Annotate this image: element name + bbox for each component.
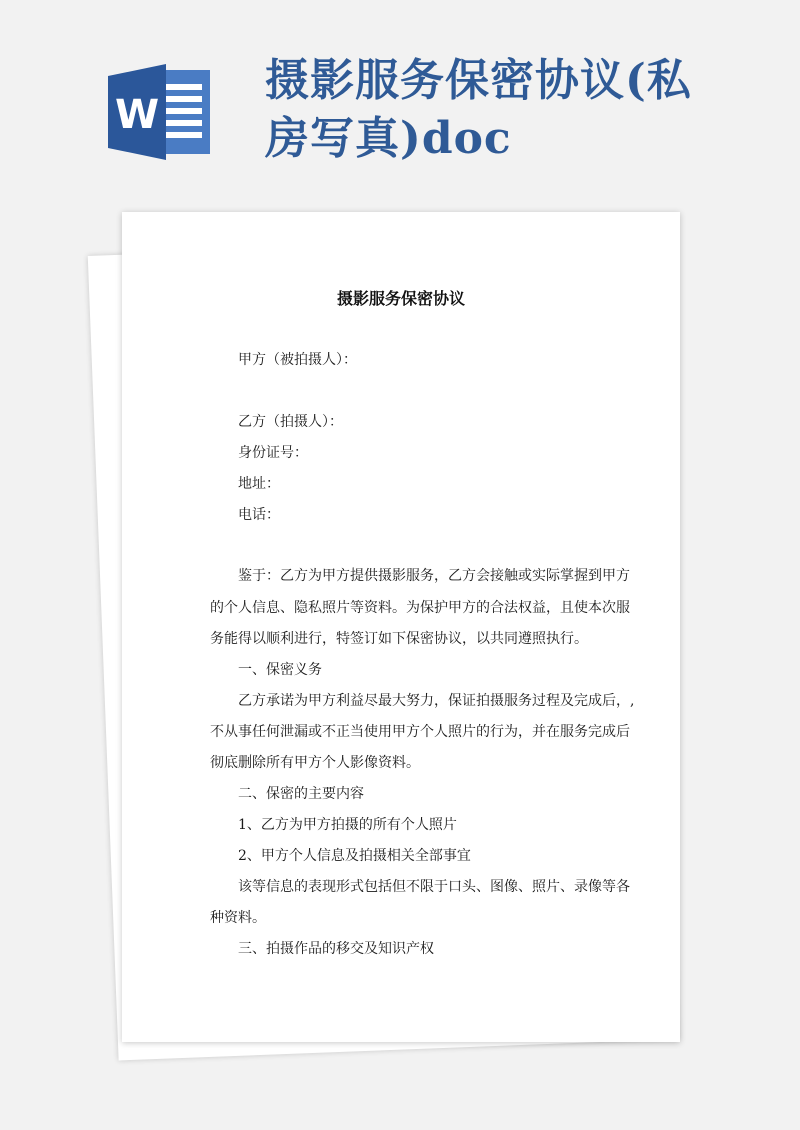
list-item: 2、甲方个人信息及拍摄相关全部事宜 — [238, 848, 471, 864]
section-heading: 三、拍摄作品的移交及知识产权 — [238, 941, 434, 957]
paragraph-line: 务能得以顺利进行，特签订如下保密协议，以共同遵照执行。 — [210, 631, 588, 647]
page-title-line-1: 摄影服务保密协议(私 — [265, 55, 692, 106]
party-b-line: 乙方（拍摄人）： — [238, 414, 343, 430]
page-title-line-2: 房写真)doc — [265, 113, 512, 164]
section-heading: 二、保密的主要内容 — [238, 786, 364, 802]
paragraph-line: 鉴于：乙方为甲方提供摄影服务，乙方会接触或实际掌握到甲方 — [238, 568, 630, 584]
paragraph-line: 不从事任何泄漏或不正当使用甲方个人照片的行为，并在服务完成后 — [210, 724, 630, 740]
list-item: 1、乙方为甲方拍摄的所有个人照片 — [238, 817, 457, 833]
paragraph-line: 乙方承诺为甲方利益尽最大努力，保证拍摄服务过程及完成后，, — [238, 693, 635, 709]
word-icon-letter: W — [114, 92, 160, 138]
document-sheet — [122, 212, 680, 1042]
paragraph-line: 彻底删除所有甲方个人影像资料。 — [210, 755, 420, 771]
phone-line: 电话： — [238, 507, 280, 523]
address-line: 地址： — [238, 476, 280, 492]
document-title: 摄影服务保密协议 — [336, 289, 465, 308]
id-number-line: 身份证号： — [238, 445, 308, 461]
paragraph-line: 种资料。 — [210, 910, 266, 926]
paragraph-line: 该等信息的表现形式包括但不限于口头、图像、照片、录像等各 — [238, 879, 630, 895]
word-document-icon — [108, 64, 214, 160]
page-title — [265, 52, 785, 168]
party-a-line: 甲方（被拍摄人）： — [238, 352, 357, 368]
paragraph-line: 的个人信息、隐私照片等资料。为保护甲方的合法权益，且使本次服 — [210, 600, 630, 616]
section-heading: 一、保密义务 — [238, 662, 322, 678]
